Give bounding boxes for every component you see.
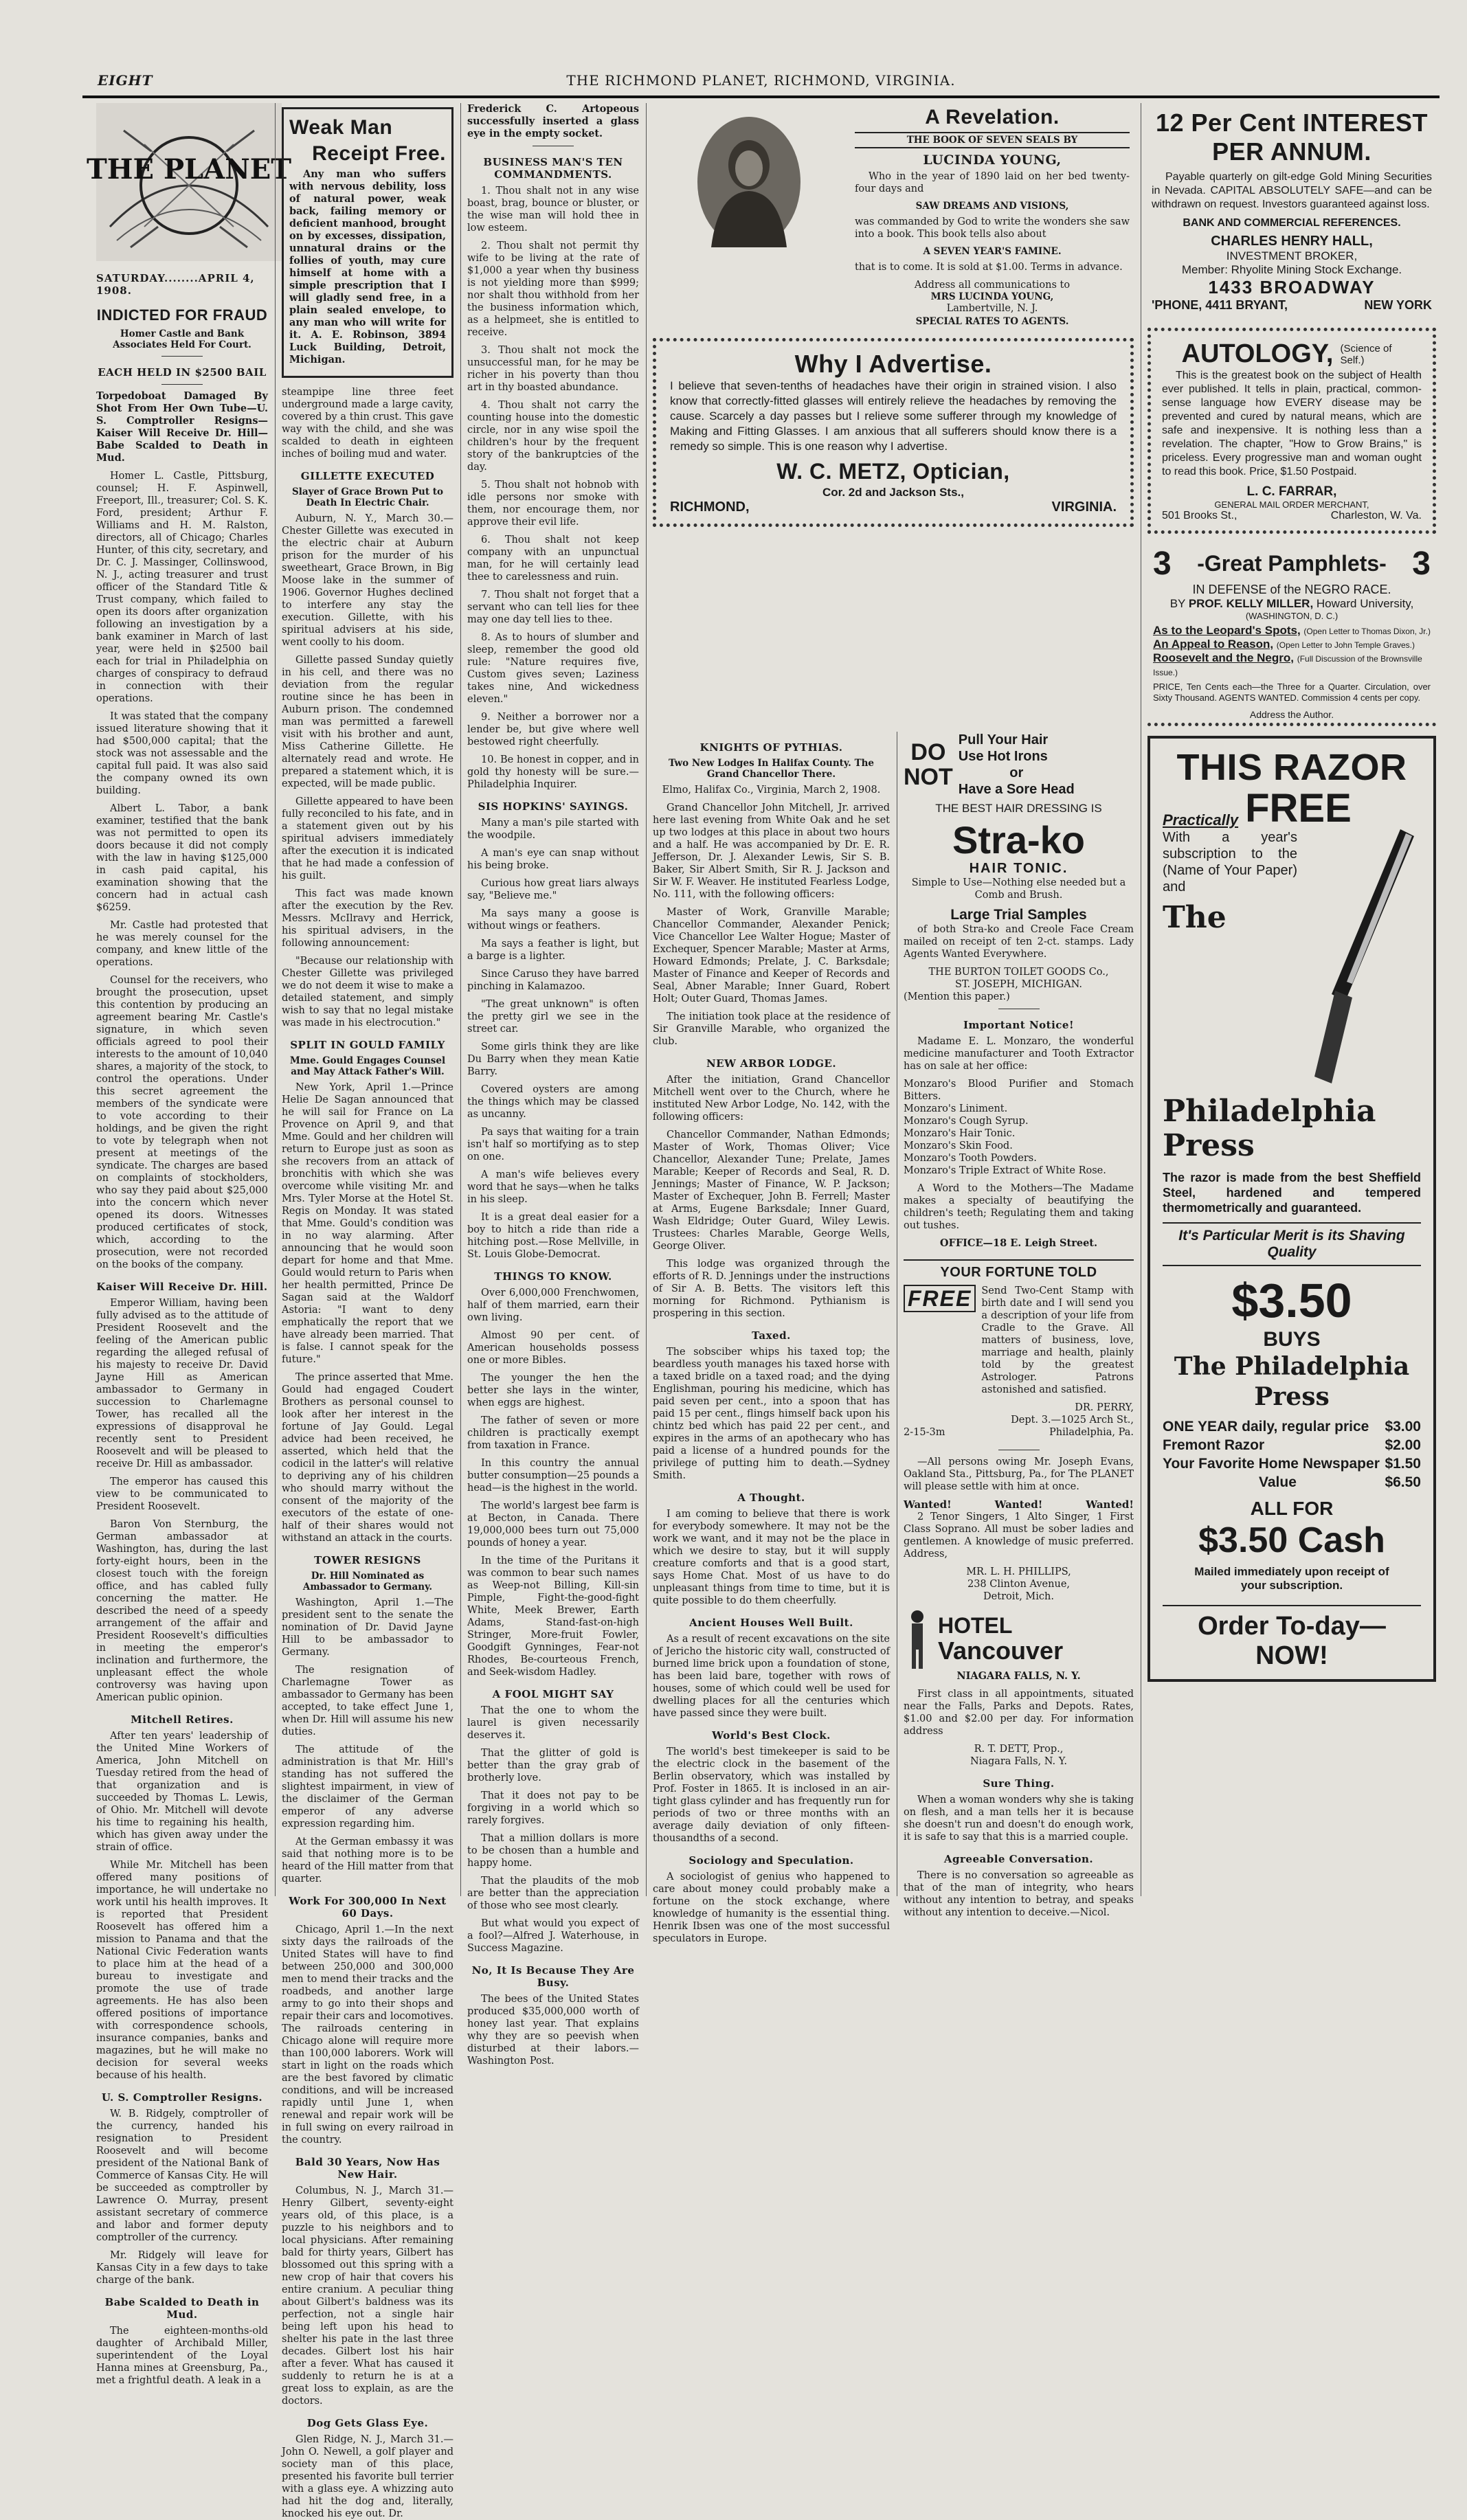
- masthead: [82, 65, 1440, 94]
- fortune-footer: [904, 1426, 1134, 1444]
- ad-text: was commanded by God to write the wonders she saw into a book. This book tells also about: [855, 216, 1130, 240]
- column-4a: [653, 732, 890, 1944]
- paragraph: Columbus, N. J., March 31.—Henry Gilbert, seventy-eight years old, of this place, is a puzzle to his neighbors and to local physicians. After remaining bald for thirty years, Gilbert has blossomed out this spring with a new crop of hair that covers his entire cranium. A peculiar thing about Gilbert's baldness was its perfection, not a single hair being left upon his head to shelter his pate in the last three decades. Gilbert lost his hair after a fever. What has caused it suddenly to return he is at a great loss to explain, as are the doctors.: [282, 2185, 453, 2407]
- paragraph: A Word to the Mothers—The Madame makes a specialty of beautifying the children's teeth; Regulating them and taking out tushes.: [904, 1183, 1134, 1231]
- price-label: Fremont Razor: [1163, 1437, 1265, 1453]
- hotel-prop: R. T. DETT, Prop.,: [974, 1744, 1064, 1755]
- price-row: [1163, 1419, 1421, 1435]
- ad-address-row: [1162, 510, 1422, 522]
- ad-phone-row: [1152, 298, 1432, 313]
- ad-city: Charleston, W. Va.: [1330, 510, 1422, 521]
- razor-cash: $3.50 Cash: [1198, 1520, 1385, 1560]
- ad-text: BANK AND COMMERCIAL REFERENCES.: [1183, 217, 1401, 229]
- ad-text: I believe that seven-tenths of headaches have their origin in strained vision. I also know that correctly-fitted glasses will entirely relieve the headaches by removing the cause. Scarcely a day passes but I relieve some sufferer through my knowledge of Making and Fitting Glasses. I am anxious that all sufferers should know there is a remedy so simple. This is one reason why I advertise.: [670, 379, 1117, 453]
- paragraph: Elmo, Halifax Co., Virginia, March 2, 1908.: [662, 785, 881, 796]
- razor-mail: Mailed immediately upon receipt of your subscription.: [1194, 1565, 1389, 1592]
- pamphlet-title: As to the Leopard's Spots,: [1153, 624, 1301, 637]
- ad-city-row: [670, 499, 1117, 515]
- paragraph: Washington, April 1.—The president sent to the senate the nomination of Dr. David Jayne Hill to be ambassador to Germany.: [282, 1597, 453, 1658]
- headline: Sociology and Speculation.: [688, 1854, 854, 1867]
- paragraph: "The great unknown" is often the pretty girl we see in the street car.: [467, 999, 639, 1035]
- pamphlet-note: (Open Letter to John Temple Graves.): [1276, 640, 1415, 650]
- paragraph: The prince asserted that Mme. Gould had engaged Coudert Brothers as personal counsel to look after her interest in the fortune of Jay Gould. Legal advice had been received, he asserted, which held that the codicil in the latter's will relative to depriving any of his children who should marry without the consent of the majority of the executors of the estate of one-half of their shares would not withstand an attack in the courts.: [282, 1372, 453, 1544]
- hotel-h2: Vancouver: [938, 1636, 1064, 1665]
- razor-icon: [1304, 829, 1421, 1090]
- headline: Sure Thing.: [983, 1777, 1055, 1790]
- price-label: Your Favorite Home Newspaper: [1163, 1456, 1380, 1472]
- paragraph: This fact was made known after the execution by the Rev. Messrs. McIlravy and Herrick, his spiritual advisers, in the following announcement:: [282, 888, 453, 949]
- ad-text: MRS LUCINDA YOUNG,: [930, 291, 1054, 302]
- paragraph: 1. Thou shalt not in any wise boast, brag, bounce or bluster, or the wise man will hold thee in low esteem.: [467, 185, 639, 234]
- paragraph: While Mr. Mitchell has been offered many positions of importance, he will undertake no work until his health improves. It is reported that President Roosevelt has offered him a mission to Panama and that the National Civic Federation wants to place him at the head of a bureau to investigate and promote the use of trade agreements. He has also been offered positions of importance with correspondence schools, insurance companies, banks and magazines, but he will make no decision for several weeks because of his health.: [96, 1860, 268, 2081]
- paragraph: Ma says a feather is light, but a barge is a lighter.: [467, 938, 639, 962]
- paragraph: That the one to whom the laurel is given necessarily deserves it.: [467, 1705, 639, 1741]
- razor-buys: BUYS: [1263, 1328, 1321, 1351]
- paragraph: There is no conversation so agreeable as that of the man of integrity, who hears without any intention to betray, and speaks without any intention to deceive.—Nicol.: [904, 1870, 1134, 1918]
- paragraph: Curious how great liars always say, "Believe me.": [467, 878, 639, 901]
- ad-name: L. C. FARRAR,: [1246, 484, 1337, 499]
- ad-text: With a year's subscription to the (Name of Your Paper) and: [1163, 830, 1297, 895]
- strako-line: Have a Sore Head: [958, 782, 1075, 797]
- strako-tonic: HAIR TONIC.: [969, 861, 1068, 876]
- ad-subtitle: IN DEFENSE of the NEGRO RACE.: [1192, 583, 1391, 596]
- ad-title: 12 Per Cent INTEREST: [1155, 109, 1429, 137]
- ad-text: This is the greatest book on the subject of Health ever published. It tells in plain, practical, common-sense language how EVERY disease may be prevented and cured by natural means, which are safe and inexpensive. It is nothing less than a revelation. The chapter, "How to Grow Brains," is priceless. Every progressive man and woman ought to read this book. Price, $1.50 Postpaid.: [1162, 370, 1422, 477]
- paragraph: First class in all appointments, situated near the Falls, Parks and Depots. Rates, $1.00 and $2.00 per day. For information address: [904, 1689, 1134, 1737]
- ad-subtitle: THE BOOK OF SEVEN SEALS BY: [855, 132, 1130, 148]
- ad-role: INVESTMENT BROKER,: [1226, 249, 1358, 262]
- pamphlet-number: 3: [1412, 545, 1431, 582]
- paragraph: At the German embassy it was said that nothing more is to be heard of the Hill matter from that quarter.: [282, 1836, 453, 1885]
- column-rule: [646, 103, 647, 1896]
- pamphlet-title: Roosevelt and the Negro,: [1153, 651, 1294, 664]
- strako-do-not: [904, 740, 953, 789]
- notice-item: Monzaro's Skin Food.: [904, 1140, 1013, 1151]
- pamphlet-3: [1153, 651, 1431, 679]
- ad-address: 501 Brooks St.,: [1162, 510, 1238, 521]
- column-4b: [904, 732, 1134, 1918]
- headline: Ancient Houses Well Built.: [689, 1617, 853, 1629]
- paragraph: After the initiation, Grand Chancellor Mitchell went over to the Church, where he instituted New Arbor Lodge, No. 142, with the following officers:: [653, 1075, 890, 1123]
- paragraph: Gillette passed Sunday quietly in his cell, and there was no deviation from the regular routine since he has been in Auburn prison. The condemned man was permitted a farewell visit with his brother and aunt, Miss Catherine Gillette. He alternately read and wrote. He prepared a statement which, it is expected, will be made public.: [282, 655, 453, 789]
- subhead: Two New Lodges In Halifax County. The Grand Chancellor There.: [668, 758, 875, 780]
- paragraph: 3. Thou shalt not mock the unsuccessful man, for he may be richer in his poverty than thou art in thy boasted abundance.: [467, 345, 639, 393]
- strako-line: or: [1009, 765, 1024, 780]
- headline: No, It Is Because They Are Busy.: [471, 1964, 635, 1989]
- strako-not: NOT: [904, 764, 953, 790]
- paragraph: That the plaudits of the mob are better than the appreciation of those who see most clearly.: [467, 1876, 639, 1911]
- ad-text: Who in the year of 1890 laid on her bed twenty-four days and: [855, 171, 1130, 194]
- paragraph: The attitude of the administration is that Mr. Hill's standing has not suffered the slightest impairment, in view of the disclaimer of the German emperor of any adverse expression regarding him.: [282, 1744, 453, 1830]
- fortune-code: 2-15-3m: [904, 1427, 945, 1438]
- revelation-ad: [855, 103, 1130, 331]
- weak-man-ad: [282, 107, 453, 378]
- headline-fraud: INDICTED FOR FRAUD: [96, 306, 268, 324]
- paragraph: Chancellor Commander, Nathan Edmonds; Master of Work, Thomas Oliver; Vice Chancellor, Alexander Tune; Prelate, James Marable; Keeper of Records and Seal, R. D. Jennings; Master of Finance, W. P. Jackson; Master of Exchequer, John B. Ferrell; Master at Arms, Eugene Barksdale; Inner Guard, Wash Eldridge; Outer Guard, Wiley Lewis. Trustees: Charles Marable, George Wells, George Oliver.: [653, 1129, 890, 1252]
- ad-text: of both Stra-ko and Creole Face Cream mailed on receipt of ten 2-ct. stamps. Lady Agents Wanted Everywhere.: [904, 924, 1134, 960]
- ad-text: Send Two-Cent Stamp with birth date and I will send you a description of your life from Cradle to the Grave. All matters of business, love, marriage and health, plainly told by the greatest Astrologer. Patrons astonished and satisfied.: [981, 1285, 1134, 1395]
- notice-item: Monzaro's Blood Purifier and Stomach Bitters.: [904, 1079, 1134, 1102]
- hotel-city: NIAGARA FALLS, N. Y.: [956, 1670, 1081, 1682]
- headline: TOWER RESIGNS: [314, 1554, 421, 1566]
- hotel-city: Niagara Falls, N. Y.: [970, 1756, 1068, 1767]
- paragraph: 8. As to hours of slumber and sleep, remember the good old rule: "Nature requires five, Custom gives seven; Laziness takes nine, And wickedness eleven.": [467, 632, 639, 705]
- ad-author: LUCINDA YOUNG,: [923, 153, 1062, 168]
- ad-address: Address the Author.: [1249, 709, 1334, 720]
- newspaper-page: [82, 65, 1440, 2519]
- wanted-label: Wanted!: [994, 1498, 1043, 1511]
- ad-phone: 'PHONE, 4411 BRYANT,: [1152, 298, 1288, 312]
- paragraph: Many a man's pile started with the woodpile.: [467, 818, 639, 841]
- paragraph: 2 Tenor Singers, 1 Alto Singer, 1 First Class Soprano. All must be sober ladies and gentlemen. A knowledge of music preferred. Address,: [904, 1511, 1134, 1560]
- paragraph: The emperor has caused this view to be communicated to President Roosevelt.: [96, 1476, 268, 1512]
- paragraph: 10. Be honest in copper, and in gold thy honesty will be sure.—Philadelphia Inquirer.: [467, 754, 639, 790]
- paragraph: The eighteen-months-old daughter of Archibald Miller, superintendent of the Loyal Hanna mines at Greensburg, Pa., met a frightful death. A leak in a: [96, 2326, 268, 2386]
- paragraph: Mr. Castle had protested that he was merely counsel for the company, and knew little of the operations.: [96, 920, 268, 968]
- notice-item: Monzaro's Triple Extract of White Rose.: [904, 1165, 1106, 1176]
- razor-order: Order To-day—NOW!: [1163, 1605, 1421, 1671]
- strako-ad-top: [904, 732, 1134, 798]
- wanted-address: 238 Clinton Avenue,: [967, 1579, 1071, 1590]
- headline: GILLETTE EXECUTED: [300, 470, 435, 482]
- ad-company: THE BURTON TOILET GOODS Co.,: [928, 967, 1109, 978]
- ad-title: Why I Advertise.: [794, 350, 992, 378]
- headline: KNIGHTS OF PYTHIAS.: [699, 741, 843, 754]
- paragraph: 9. Neither a borrower nor a lender be, but give where well bestowed right cheerfully.: [467, 712, 639, 747]
- fortune-free: FREE: [904, 1285, 976, 1312]
- interest-ad: [1147, 103, 1436, 318]
- razor-merit: It's Particular Merit is its Shaving Quality: [1163, 1222, 1421, 1266]
- ad-text: that is to come. It is sold at $1.00. Terms in advance.: [855, 262, 1123, 273]
- column-4-top: [653, 103, 1134, 515]
- paragraph: The bees of the United States produced $35,000,000 worth of honey last year. That explains why they are so peevish when disturbed at their labors.—Washington Post.: [467, 1994, 639, 2067]
- headline: Taxed.: [752, 1329, 791, 1342]
- paragraph: A man's eye can snap without his being broke.: [467, 848, 639, 871]
- fortune-city: Philadelphia, Pa.: [1049, 1427, 1134, 1438]
- paragraph: The younger the hen the better she lays in the winter, when eggs are highest.: [467, 1373, 639, 1408]
- razor-price: $3.50: [1231, 1274, 1352, 1327]
- paragraph: Some girls think they are like Du Barry when they mean Katie Barry.: [467, 1042, 639, 1077]
- razor-press: Press: [1163, 1128, 1255, 1163]
- razor-philadelphia: Philadelphia: [1163, 1094, 1376, 1129]
- fortune-title: YOUR FORTUNE TOLD: [904, 1259, 1134, 1281]
- logo-text: THE PLANET: [86, 153, 292, 185]
- ad-address: 1433 BROADWAY: [1208, 277, 1376, 297]
- headline: A Thought.: [737, 1492, 805, 1504]
- pamphlet-note: (Full Discussion of the Brownsville Issue.): [1153, 654, 1422, 677]
- paragraph: The world's largest bee farm is at Becton, in Canada. There 19,000,000 bees turn out 75,000 pounds of honey a year.: [467, 1500, 639, 1549]
- ad-text: Address all communications to: [914, 280, 1071, 291]
- wanted-label: Wanted!: [1086, 1498, 1134, 1511]
- ad-state: VIRGINIA.: [1051, 499, 1117, 515]
- paragraph: 4. Thou shalt not carry the counting house into the domestic circle, nor in any wise spoil the children's hour by the frequent story of the bankruptcies of the day.: [467, 400, 639, 473]
- ad-title: -Great Pamphlets-: [1197, 551, 1387, 576]
- fortune-ad: [904, 1285, 1134, 1402]
- wanted-city: Detroit, Mich.: [983, 1591, 1054, 1602]
- ad-univ: Howard University,: [1316, 597, 1414, 610]
- column-rule: [460, 103, 461, 1896]
- ad-text: SAW DREAMS AND VISIONS,: [915, 201, 1069, 212]
- paragraph: It was stated that the company issued literature showing that it had $500,000 capital; that the stock was not assessable and the capital full paid. It was also said the company owned its own building.: [96, 711, 268, 796]
- ad-note: (Mention this paper.): [904, 991, 1010, 1002]
- paragraph: In this country the annual butter consumption—25 pounds a head—is the highest in the world.: [467, 1458, 639, 1494]
- price-value: $6.50: [1385, 1474, 1421, 1490]
- ad-member: Member: Rhyolite Mining Stock Exchange.: [1181, 263, 1402, 276]
- fortune-address: Dept. 3.—1025 Arch St.,: [1011, 1415, 1134, 1426]
- ad-city: NEW YORK: [1364, 298, 1432, 312]
- razor-free-row: [1163, 788, 1421, 829]
- headline: SPLIT IN GOULD FAMILY: [290, 1039, 445, 1051]
- ad-by: BY: [1169, 597, 1186, 610]
- paragraph: Covered oysters are among the things which may be classed as uncanny.: [467, 1084, 639, 1120]
- razor-paper: The Philadelphia Press: [1174, 1352, 1410, 1411]
- paragraph: Grand Chancellor John Mitchell, Jr. arrived here last evening from White Oak and he set up two lodges at this place in about two hours and a half. He was accompanied by Dr. E. R. Jefferson, Dr. J. Alexander Lewis, Sir S. B. Baker, Sir Albert Smith, Sir R. J. Jackson and Sir W. F. Weaver. He instituted Fearless Lodge, No. 111, with the following officers:: [653, 802, 890, 900]
- headline: Mitchell Retires.: [131, 1713, 234, 1726]
- headline: SIS HOPKINS' SAYINGS.: [478, 800, 629, 813]
- paper-title: THE RICHMOND PLANET, RICHMOND, VIRGINIA.: [566, 72, 956, 89]
- paragraph: A man's wife believes every word that he says—when he talks in his sleep.: [467, 1169, 639, 1205]
- masthead-rule: [82, 95, 1440, 98]
- razor-ad: [1147, 736, 1436, 1682]
- paragraph: That it does not pay to be forgiving in a world which so rarely forgives.: [467, 1790, 639, 1826]
- paragraph: Homer L. Castle, Pittsburg, counsel; H. F. Aspinwell, Freeport, Ill., treasurer; Col. S. K. Ford, president; Arthur F. Williams and H. M. Ralston, directors, all of Chicago; Charles Hunter, of this city, secretary, and Dr. C. J. Massinger, Collinswood, N. J., acting treasurer and trust officer of the Standard Title & Trust company, which failed to open its doors after organization following an investigation by a bank examiner in March of last year, were held in $2500 bail each for trial in Philadelphia on charges of conspiracy to defraud in connection with their operations.: [96, 471, 268, 704]
- portrait-silhouette: [697, 117, 800, 247]
- paragraph: Glen Ridge, N. J., March 31.—John O. Newell, a golf player and society man of this place, presented his favorite bull terrier with a glass eye. A whizzing auto had hit the dog and, literally, knocked his eye out. Dr.: [282, 2434, 453, 2519]
- planet-logo: [86, 103, 292, 261]
- headline: World's Best Clock.: [712, 1729, 831, 1742]
- portrait-image: [697, 117, 800, 247]
- autology-ad: [1147, 328, 1436, 534]
- ad-title: PER ANNUM.: [1212, 137, 1371, 166]
- notice-item: Monzaro's Liniment.: [904, 1103, 1008, 1114]
- ad-city: RICHMOND,: [670, 499, 750, 515]
- price-row: [1163, 1474, 1421, 1491]
- ad-location: (WASHINGTON, D. C.): [1245, 611, 1339, 621]
- fortune-name: DR. PERRY,: [1075, 1402, 1134, 1413]
- paragraph: Chicago, April 1.—In the next sixty days the railroads of the United States will have to find between 250,000 and 300,000 men to mend their tracks and the roadbeds, and another large army to go into their shops and repair their cars and locomotives. The railroads centering in Chicago alone will require more than 100,000 laborers. Work will start in light on the roads which are the best favored by climatic conditions, and will be increased rapidly until June 1, when renewal and repair work will be in full swing on every railroad in the country.: [282, 1924, 453, 2146]
- price-label: Value: [1259, 1474, 1297, 1490]
- column-5: [1147, 103, 1436, 1896]
- ad-title: AUTOLOGY,: [1181, 339, 1334, 368]
- notice-office: OFFICE—18 E. Leigh Street.: [939, 1237, 1098, 1249]
- notice-item: Monzaro's Tooth Powders.: [904, 1153, 1037, 1164]
- price-value: $2.00: [1385, 1437, 1421, 1453]
- strako-lines: [959, 732, 1075, 798]
- ad-role: GENERAL MAIL ORDER MERCHANT,: [1214, 499, 1369, 510]
- paragraph: Since Caruso they have barred pinching in Kalamazoo.: [467, 969, 639, 992]
- strako-brand: Stra-ko: [952, 818, 1085, 862]
- column-rule: [275, 103, 276, 1896]
- headline: THINGS TO KNOW.: [494, 1270, 612, 1283]
- headline: Agreeable Conversation.: [943, 1853, 1094, 1865]
- paragraph: Almost 90 per cent. of American households possess one or more Bibles.: [467, 1330, 639, 1366]
- pamphlet-1: [1153, 624, 1431, 638]
- razor-all-for: ALL FOR: [1250, 1498, 1334, 1519]
- paragraph: Pa says that waiting for a train isn't half so mortifying as to step on one.: [467, 1127, 639, 1162]
- strako-do: DO: [910, 739, 946, 765]
- price-row: [1163, 1456, 1421, 1472]
- headline: Bald 30 Years, Now Has New Hair.: [295, 2156, 440, 2181]
- portrait-area: [653, 103, 845, 331]
- razor-practically: Practically: [1163, 811, 1239, 829]
- ad-text: Simple to Use—Nothing else needed but a Comb and Brush.: [911, 877, 1126, 901]
- headline: NEW ARBOR LODGE.: [706, 1057, 837, 1070]
- ad-title: Weak Man: [289, 116, 393, 139]
- paragraph: The world's best timekeeper is said to be the electric clock in the basement of the Berlin observatory, which was installed by Prof. Foster in 1865. It is inclosed in an air-tight glass cylinder and has frequently run for periods of two or three months with an average daily deviation of only fifteen-thousandths of a second.: [653, 1746, 890, 1844]
- paragraph: 5. Thou shalt not hobnob with idle persons nor smoke with them, nor encourage them, nor approve their evil life.: [467, 480, 639, 528]
- ad-text: A SEVEN YEAR'S FAMINE.: [923, 246, 1062, 257]
- column-2: [282, 103, 454, 2519]
- paragraph: That the glitter of gold is better than the gray grab of brotherly love.: [467, 1748, 639, 1784]
- paragraph: Master of Work, Granville Marable; Chancellor Commander, Alexander Penick; Vice Chancellor Lee Walter Hogue; Master of Exchequer, Spencer Marable; Master at Arms, Howard Edmonds; Prelate, J. C. Barksdale; Master of Finance and Keeper of Records and Seal, Abner Marable; Inner Guard, Robert Holt; Outer Guard, Thomas James.: [653, 907, 890, 1004]
- paragraph: 2. Thou shalt not permit thy wife to be living at the rate of $1,000 a year when thy business is not yielding more than $999; nor shalt thou withhold from her the business information which, as a helpmeet, she is entitled to receive.: [467, 240, 639, 338]
- strako-best: THE BEST HAIR DRESSING IS: [935, 802, 1102, 815]
- column-3: [467, 103, 639, 2067]
- notice-item: Monzaro's Cough Syrup.: [904, 1116, 1029, 1127]
- pamphlet-number: 3: [1153, 545, 1172, 582]
- issue-date: SATURDAY........APRIL 4, 1908.: [96, 272, 255, 297]
- paragraph: New York, April 1.—Prince Helie De Sagan announced that he will sail for France on La Provence on April 9, and that Mme. Gould and her children will return to Europe just as soon as she recovers from an attack of bronchitis with which she was overcome while visiting Mr. and Mrs. Tyler Morse at the Hotel St. Regis on Monday. It was stated that Mme. Gould's condition was in no way alarming. After announcing that he would soon depart for home and that Mme. Gould would return to Paris when her health permitted, Prince De Sagan said at the Waldorf Astoria: "I want to deny emphatically the report that we have already been married. That is false. I cannot speak for the future.": [282, 1082, 453, 1365]
- ad-title: THIS RAZOR: [1176, 747, 1407, 788]
- ad-title: A Revelation.: [925, 106, 1060, 128]
- paragraph: W. B. Ridgely, comptroller of the currency, handed his resignation to President Roosevelt and will become president of the National Bank of Commerce of Kansas City. He will be succeeded as comptroller by Lawrence O. Murray, present assistant secretary of commerce and labor and former deputy comptroller of the currency.: [96, 2108, 268, 2243]
- paragraph: That a million dollars is more to be chosen than a humble and happy home.: [467, 1833, 639, 1869]
- paragraph: Madame E. L. Monzaro, the wonderful medicine manufacturer and Tooth Extractor has on sale at her office:: [904, 1036, 1134, 1072]
- paragraph: Auburn, N. Y., March 30.—Chester Gillette was executed in the electric chair at Auburn prison for the murder of his sweetheart, Grace Brown, in Big Moose lake in the summer of 1906. Governor Hughes declined to interfere any stay the execution. Gillette, with his spiritual advisers at his side, went coolly to his doom.: [282, 513, 453, 648]
- paragraph: The sobsciber whips his taxed top; the beardless youth manages his taxed horse with a taxed bridle on a taxed road; and the dying Englishman, pouring his medicine, which has paid seven per cent., into a spoon that has paid 15 per cent., flings himself back upon his chintz bed which has paid 22 per cent., and expires in the arms of an apothecary who has paid a license of a hundred pounds for the privilege of putting him to death.—Sydney Smith.: [653, 1347, 890, 1481]
- hotel-ad: [904, 1608, 1134, 1670]
- pamphlet-note: (Open Letter to Thomas Dixon, Jr.): [1303, 627, 1431, 636]
- ad-city: ST. JOSEPH, MICHIGAN.: [955, 979, 1082, 990]
- strako-line: Pull Your Hair: [958, 732, 1049, 747]
- paragraph: Over 6,000,000 Frenchwomen, half of them married, earn their own living.: [467, 1287, 639, 1323]
- pamphlet-title: An Appeal to Reason,: [1153, 638, 1274, 651]
- headline: A FOOL MIGHT SAY: [492, 1688, 614, 1700]
- why-advertise-ad: [653, 338, 1134, 527]
- ad-title: Receipt Free.: [312, 142, 446, 165]
- paragraph: The initiation took place at the residence of Sir Granville Marable, who organized the club.: [653, 1011, 890, 1047]
- ad-subtitle: (Science of Self.): [1340, 342, 1392, 366]
- paragraph: Counsel for the receivers, who brought the prosecution, upset this contention by producing an agreement bearing Mr. Castle's signature, in which seven officials agreed to pool their interests to the amount of 10,040 shares, a majority of the stock, to control the operations. Under this secret agreement the members of the syndicate were to vote according to their holdings, and be given the right to vote by telegraph when not present at meetings of the syndicate. The charges are based on complaints of stockholders, who say they paid about $25,000 into the concern which never opened its doors. Witnesses produced certificates of stock, which, according to the prosecution, were not recorded on the books of the company.: [96, 975, 268, 1270]
- summary: Torpedoboat Damaged By Shot From Her Own Tube—U. S. Comptroller Resigns—Kaiser Will Receive Dr. Hill—Babe Scalded to Death in Mud.: [96, 390, 268, 464]
- wanted-name: MR. L. H. PHILLIPS,: [966, 1566, 1071, 1577]
- pamphlet-2: [1153, 638, 1431, 651]
- paragraph: The resignation of Charlemagne Tower as ambassador to Germany has been accepted, to take effect June 1, when Dr. Hill will assume his new duties.: [282, 1665, 454, 1737]
- paragraph: In the time of the Puritans it was common to bear such names as Weep-not Billing, Kill-sin Pimple, Fight-the-good-fight White, Meek Brewer, Earth Adams, Stand-fast-on-high Stringer, More-fruit Fowler, Goodgift Gynninges, Fear-not Rhodes, Be-courteous French, and Seek-wisdom Hadley.: [467, 1555, 639, 1678]
- ad-text: Any man who suffers with nervous debility, loss of natural power, weak back, failing memory or deficient manhood, brought on by excesses, dissipation, unnatural drains or the follies of youth, may cure himself at home with a simple prescription that I will gladly send free, in a plain sealed envelope, to any man who will write for it. A. E. Robinson, 3894 Luck Building, Detroit, Michigan.: [289, 168, 446, 365]
- paragraph: Albert L. Tabor, a bank examiner, testified that the bank was not permitted to open its doors because it did not comply with the law in having $125,000 in cash paid capital, his examination showing that the concern had in actual cash $6259.: [96, 803, 268, 913]
- paragraph: It is a great deal easier for a boy to hitch a ride than ride a hitching post.—Rose Mellville, in St. Louis Globe-Democrat.: [467, 1212, 639, 1260]
- paragraph: —All persons owing Mr. Joseph Evans, Oakland Sta., Pittsburg, Pa., for The PLANET will please settle with him at once.: [904, 1456, 1134, 1492]
- ad-text: Lambertville, N. J.: [946, 303, 1038, 314]
- pamphlets-ad: [1147, 542, 1436, 726]
- headline: Work For 300,000 In Next 60 Days.: [289, 1895, 447, 1920]
- strako-line: Use Hot Irons: [958, 749, 1048, 764]
- notice-item: Monzaro's Hair Tonic.: [904, 1128, 1016, 1139]
- headline: Kaiser Will Receive Dr. Hill.: [96, 1281, 268, 1293]
- pamphlets-title-row: [1153, 545, 1431, 583]
- razor-the: The: [1163, 900, 1227, 935]
- paragraph: 7. Thou shalt not forget that a servant who can tell lies for thee may one day tell lies to thee.: [467, 589, 639, 625]
- hotel-title: [938, 1614, 1063, 1665]
- ad-text: PRICE, Ten Cents each—the Three for a Quarter. Circulation, over Sixty Thousand. AGENTS WANTED. Commission 4 cents per copy.: [1153, 682, 1431, 703]
- ad-heading: Large Trial Samples: [950, 907, 1087, 923]
- column-1: [86, 103, 292, 2386]
- autology-title-row: [1162, 339, 1422, 369]
- subhead: Dr. Hill Nominated as Ambassador to Germany.: [302, 1571, 433, 1593]
- paragraph: "Because our relationship with Chester Gillette was privileged we do not deem it wise to make a detailed statement, and simply wish to say that no legal mistake was made in his electrocution.": [282, 956, 453, 1028]
- headline: Important Notice!: [963, 1019, 1075, 1031]
- wanted-label: Wanted!: [904, 1498, 952, 1511]
- price-value: $1.50: [1385, 1456, 1421, 1472]
- headline: Dog Gets Glass Eye.: [306, 2417, 429, 2429]
- paragraph: Gillette appeared to have been fully reconciled to his fate, and in a statement given out by his spiritual advisers immediately after the execution it is indicated that he had made a confession of his guilt.: [282, 796, 453, 881]
- paragraph: When a woman wonders why she is taking on flesh, and a man tells her it is because she doesn't run and doesn't do enough work, it is safe to say that this is a married couple.: [904, 1795, 1134, 1843]
- price-row: [1163, 1437, 1421, 1454]
- ad-name: W. C. METZ, Optician,: [776, 459, 1010, 484]
- page-number: EIGHT: [98, 72, 153, 89]
- subhead: Homer Castle and Bank Associates Held For Court.: [113, 328, 251, 350]
- paragraph: Emperor William, having been fully advised as to the attitude of President Roosevelt and the feeling of the American public regarding the alleged refusal of his majesty to receive Dr. David Jayne Hill as American ambassador to Germany in succession to Charlemagne Tower, has recalled all the expressions of disapproval he recently sent to President Roosevelt and will be pleased to receive Dr. Hill as ambassador.: [96, 1298, 268, 1470]
- paragraph: This lodge was organized through the efforts of R. D. Jennings under the instructions of Sir A. B. Betts. The visitors left this morning for Richmond. Pythianism is prospering in this section.: [653, 1259, 890, 1319]
- paragraph: After ten years' leadership of the United Mine Workers of America, John Mitchell on Tuesday retired from the head of that organization and is succeeded by Thomas L. Lewis, of Ohio. Mr. Mitchell will devote his time to regaining his health, which has given away under the strain of office.: [96, 1731, 268, 1853]
- paragraph: A sociologist of genius who happened to care about money could probably make a fortune on the stock exchange, where knowledge of humanity is the essential thing. Henrik Ibsen was one of the most successful speculators in Europe.: [653, 1871, 890, 1944]
- paragraph: But what would you expect of a fool?—Alfred J. Waterhouse, in Success Magazine.: [467, 1918, 639, 1954]
- ad-author: PROF. KELLY MILLER,: [1188, 597, 1314, 610]
- ad-text: SPECIAL RATES TO AGENTS.: [915, 316, 1069, 327]
- paragraph: Mr. Ridgely will leave for Kansas City in a few days to take charge of the bank.: [96, 2250, 268, 2286]
- razor-free: FREE: [1245, 786, 1352, 831]
- subhead: Mme. Gould Engages Counsel and May Attack Father's Will.: [289, 1055, 446, 1077]
- ad-name: CHARLES HENRY HALL,: [1211, 234, 1373, 249]
- paragraph: 6. Thou shalt not keep company with an unpunctual man, for he will certainly lead thee to carelessness and ruin.: [467, 535, 639, 583]
- ad-text: The razor is made from the best Sheffield Steel, hardened and tempered thermometrically and guaranteed.: [1163, 1171, 1421, 1215]
- headline: U. S. Comptroller Resigns.: [101, 2091, 263, 2104]
- headline: Babe Scalded to Death in Mud.: [104, 2296, 260, 2321]
- paragraph: I am coming to believe that there is work for everybody somewhere. It may not be the work we want, and it may not be the place in which we desire to stay, but it will supply creature comforts and that is a good start, says Home Chat. Most of us have to do unpleasant things from time to time, but it is quite possible to do them cheerfully.: [653, 1509, 890, 1606]
- paragraph: Frederick C. Artopeous successfully inserted a glass eye in the empty socket.: [467, 103, 639, 139]
- paragraph: steampipe line three feet underground made a large cavity, covered by a thin crust. This gave way with the child, and she was scalded to death in eighteen inches of boiling mud and water.: [282, 387, 453, 460]
- price-value: $3.00: [1385, 1419, 1421, 1435]
- paragraph: The father of seven or more children is practically exempt from taxation in France.: [467, 1415, 639, 1451]
- wanted-row: [904, 1498, 1134, 1511]
- subhead-bail: EACH HELD IN $2500 BAIL: [98, 366, 267, 379]
- ad-address: Cor. 2d and Jackson Sts.,: [822, 486, 964, 499]
- bellhop-icon: [904, 1608, 931, 1670]
- subhead: Slayer of Grace Brown Put to Death In Electric Chair.: [291, 486, 444, 508]
- hotel-h1: HOTEL: [938, 1613, 1013, 1638]
- paragraph: Ma says many a goose is without wings or feathers.: [467, 908, 639, 932]
- paragraph: As a result of recent excavations on the site of Jericho the historic city wall, constructed of burned lime brick upon a foundation of stone, has been laid bare, together with rows of houses, some of which could well be used for dwelling places for all the centuries which have passed since they were built.: [653, 1634, 890, 1719]
- price-label: ONE YEAR daily, regular price: [1163, 1419, 1369, 1435]
- paragraph: Baron Von Sternburg, the German ambassador at Washington, has, during the last forty-eight hours, been in the closest touch with the foreign office, and has cabled fully concerning the matter. He described the need of a speedy arrangement of the affair and President Roosevelt's difficulties in meeting the emperor's inclination and furthermore, the unpleasant effect the whole controversy was having upon American public opinion.: [96, 1519, 268, 1703]
- headline: BUSINESS MAN'S TEN COMMANDMENTS.: [483, 156, 623, 181]
- ad-text: Payable quarterly on gilt-edge Gold Mining Securities in Nevada. CAPITAL ABSOLUTELY SAFE—and can be withdrawn on request. Investors guaranteed against loss.: [1152, 171, 1432, 210]
